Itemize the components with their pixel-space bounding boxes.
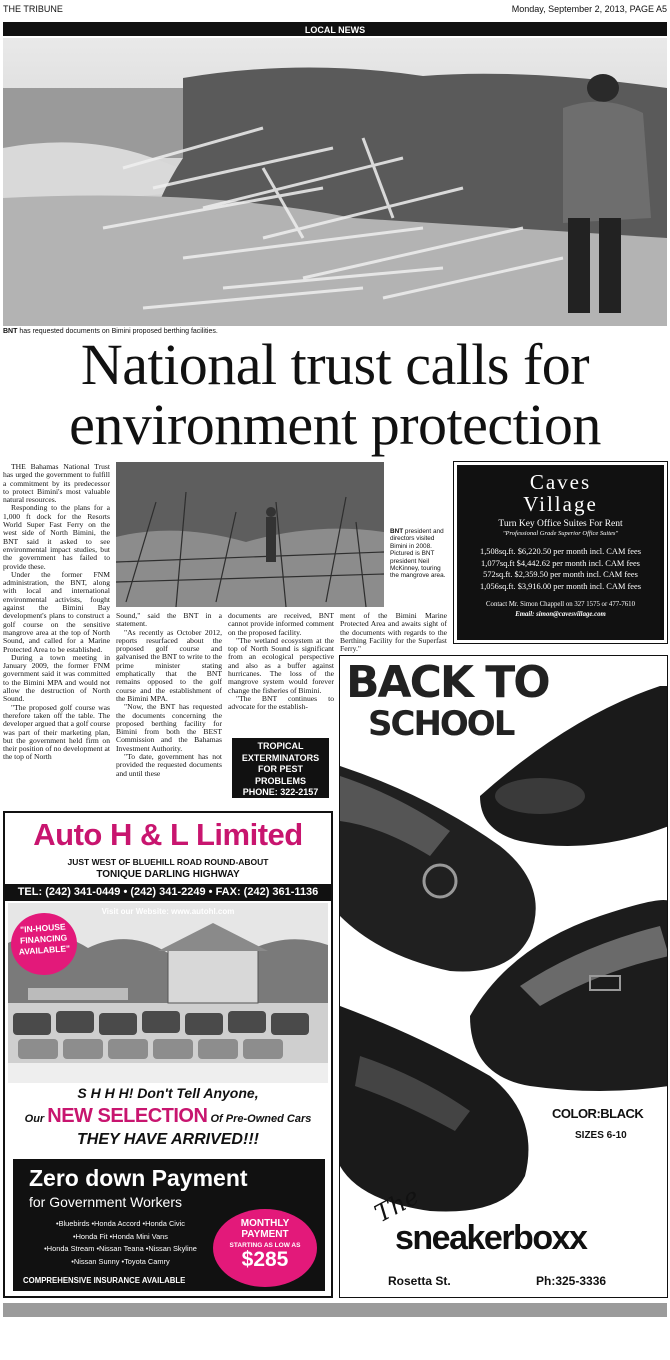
- financing-line: FINANCING: [19, 932, 68, 946]
- trop-line-1: TROPICAL: [257, 741, 304, 751]
- headline: [0, 332, 670, 457]
- main-photo: [3, 38, 667, 326]
- caves-contact: Contact Mr. Simon Chappell on 327 1575 or 477-7610: [486, 601, 635, 608]
- payment-amount: $285: [241, 1248, 289, 1271]
- caves-title-2: Village: [523, 492, 598, 516]
- caption-bold: BNT: [3, 328, 18, 335]
- car-model-row: •Bluebirds •Honda Accord •Honda Civic: [56, 1219, 185, 1228]
- inset-photo: [116, 462, 384, 607]
- headline-line-2: environment protection: [69, 392, 601, 457]
- article-paragraph: "Now, the BNT has requested the documents concerning the proposed berthing facility for Bimini from both the BEST Commission and the Bahamas Investment Authority.: [116, 702, 222, 753]
- zero-down-box: [13, 1159, 325, 1291]
- auto-brand: Auto H & L Limited: [33, 817, 303, 852]
- caves-tagline: Turn Key Office Suites For Rent: [498, 519, 623, 529]
- auto-website: Visit our Website: www.autohl.com: [101, 907, 235, 916]
- monthly-line: MONTHLY: [240, 1218, 290, 1229]
- auto-shhh: S H H H! Don't Tell Anyone,: [77, 1085, 259, 1101]
- inset-caption-text: president and directors visited Bimini in 2008. Pictured is BNT president Neil McKinney, touring the mangrove area.: [390, 528, 446, 580]
- store-phone: Ph:325-3336: [536, 1274, 607, 1288]
- article-paragraph: "The wetland ecosystem at the top of North Sound is significant from an ecological perspective and also as a buffer against hurricanes. The loss of the mangrove system would forever change the fisheries of Bimini.: [228, 635, 334, 695]
- logo-the: The: [370, 1181, 424, 1229]
- car-model-row: •Nissan Sunny •Toyota Camry: [71, 1256, 170, 1266]
- logo-sneakerboxx: sneakerboxx: [395, 1219, 587, 1257]
- article-paragraph: Under the former FNM administration, the BNT, along with local and international environmental activists, fought against the Bimini Bay development's plans to construct a golf course on the sensitive mangrove area at the top of North Sound, and called for a Marine Protected Area to be established.: [3, 569, 110, 654]
- article-column-3: [228, 612, 334, 732]
- auto-new-selection: NEW SELECTION: [47, 1105, 208, 1127]
- back-to-title: BACK TO: [346, 657, 549, 708]
- starting-as-low: STARTING AS LOW AS: [229, 1242, 301, 1249]
- car-model-row: •Honda Fit •Honda Mini Vans: [72, 1231, 168, 1241]
- zero-down-title: Zero down Payment: [29, 1165, 248, 1191]
- trop-line-4: PHONE: 322-2157: [242, 787, 319, 797]
- trop-line-3: FOR PEST PROBLEMS: [254, 764, 306, 786]
- auto-highway: TONIQUE DARLING HIGHWAY: [96, 869, 240, 880]
- car-models: [23, 1218, 218, 1268]
- article-paragraph: Responding to the plans for a 1,000 ft dock for the Resorts World Super Fast Ferry on the west side of North Bimini, the BNT said it asked to see environmental impact studies, but the government has failed to provide these.: [3, 503, 110, 571]
- inset-caption: [390, 528, 450, 580]
- article-paragraph: During a town meeting in January 2009, the former FNM government said it was committed to the Bimini MPA and would not allow the destruction of North Sound.: [3, 652, 110, 704]
- auto-our: Our: [24, 1113, 48, 1125]
- caves-price-row: 1,056sq.ft. $3,916.00 per month incl. CAM fees: [480, 581, 641, 591]
- financing-line: "IN-HOUSE: [19, 921, 66, 935]
- gov-workers: for Government Workers: [29, 1194, 183, 1210]
- auto-location: JUST WEST OF BLUEHILL ROAD ROUND-ABOUT: [67, 857, 269, 867]
- caves-price-row: 1,508sq.ft. $6,220.50 per month incl. CAM fees: [480, 547, 641, 556]
- payment-line: PAYMENT: [241, 1229, 289, 1240]
- caves-price-row: 1,077sq.ft $4,442.62 per month incl. CAM fees: [481, 558, 640, 568]
- caption-text: has requested documents on Bimini proposed berthing facilities.: [17, 328, 218, 335]
- shoe-sizes: SIZES 6-10: [575, 1130, 627, 1141]
- auto-hl-ad: [3, 811, 333, 1298]
- store-street: Rosetta St.: [388, 1274, 451, 1288]
- shoe-color: COLOR:BLACK: [552, 1106, 644, 1121]
- caves-subtag: "Professional Grade Superior Office Suites": [502, 530, 619, 537]
- article-paragraph: "To date, government has not provided the requested documents and until these: [116, 752, 222, 778]
- article-paragraph: "The proposed golf course was therefore taken off the table. The developer argued that a golf course was part of their marketing plan, but the government held firm on their position of no development at the top of North: [3, 702, 110, 762]
- insurance-note: COMPREHENSIVE INSURANCE AVAILABLE: [23, 1276, 186, 1285]
- inset-caption-bold: BNT: [390, 528, 404, 535]
- headline-line-1: National trust calls for: [80, 332, 590, 397]
- article-paragraph: documents are received, BNT cannot provide informed comment on the proposed facility.: [228, 612, 334, 637]
- caves-price-row: 572sq.ft. $2,359.50 per month incl. CAM fees: [483, 570, 638, 579]
- trop-line-2: EXTERMINATORS: [241, 752, 320, 763]
- auto-phone-bar: TEL: (242) 341-0449 • (242) 341-2249 • FAX: (242) 361-1136: [5, 884, 331, 901]
- article-paragraph: THE Bahamas National Trust has urged the government to fulfill a commitment by its predecessor to protect Bimini's most valuable natural resources.: [3, 463, 110, 505]
- article-column-1: [3, 463, 110, 808]
- auto-arrived: THEY HAVE ARRIVED!!!: [77, 1131, 259, 1148]
- article-column-2: [116, 612, 222, 808]
- article-paragraph: "The BNT continues to advocate for the establish-: [228, 693, 334, 712]
- school-title: SCHOOL: [368, 704, 514, 744]
- financing-line: AVAILABLE": [18, 943, 71, 957]
- auto-new-selection-line: [5, 1105, 331, 1128]
- caves-email: Email: simon@cavesvillage.com: [515, 611, 606, 618]
- footer-bar: [3, 1303, 667, 1317]
- paper-name: THE TRIBUNE: [3, 4, 63, 14]
- article-paragraph: Sound," said the BNT in a statement.: [116, 612, 222, 629]
- masthead: [0, 0, 670, 22]
- section-bar: LOCAL NEWS: [3, 22, 667, 36]
- article-paragraph: ment of the Bimini Marine Protected Area and awaits sight of the documents with regards to the Berthing Facility for the Superfast Ferry.": [340, 612, 447, 654]
- auto-preowned: Of Pre-Owned Cars: [207, 1113, 312, 1125]
- tropical-exterminators-ad: [232, 738, 329, 798]
- car-model-row: •Honda Stream •Nissan Teana •Nissan Skyline: [44, 1244, 197, 1253]
- caves-title-1: Caves: [529, 470, 592, 494]
- monthly-payment-burst: [213, 1209, 317, 1287]
- caves-village-ad: [453, 461, 668, 644]
- article-paragraph: "As recently as October 2012, reports resurfaced about the proposed golf course and galvanised the BNT to write to the prime minister stating emphatically that the BNT remains opposed to the golf course and the establishment of the Bimini MPA.: [116, 627, 222, 703]
- date-page: Monday, September 2, 2013, PAGE A5: [511, 4, 667, 14]
- caves-prices: [457, 546, 664, 592]
- sneakerboxx-ad: [339, 655, 668, 1298]
